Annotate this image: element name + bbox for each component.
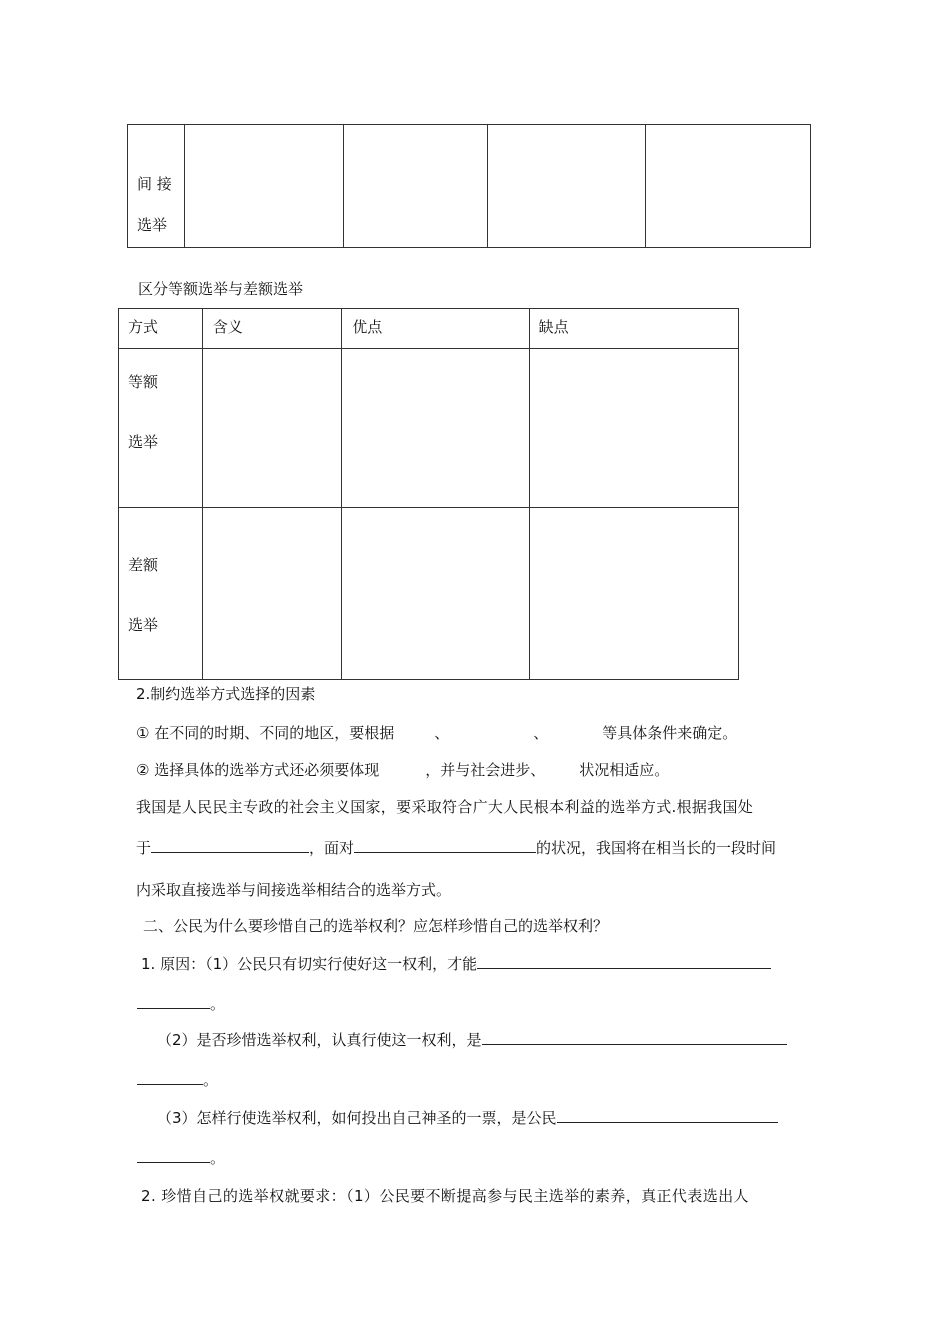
row-label-equal: 等额 选举 bbox=[119, 349, 203, 507]
reason-1: 1. 原因：（1）公民只有切实行使好这一权利，才能 bbox=[141, 953, 771, 974]
table-cell bbox=[342, 349, 529, 507]
reason-2: （2）是否珍惜选举权利，认真行使这一权利，是 bbox=[157, 1029, 787, 1050]
table-cell bbox=[342, 507, 529, 679]
reason-1-continuation: 。 bbox=[137, 993, 225, 1014]
header-disadvantage: 缺点 bbox=[529, 309, 738, 349]
header-meaning: 含义 bbox=[202, 309, 342, 349]
table-cell bbox=[645, 125, 810, 248]
table2-caption: 区分等额选举与差额选举 bbox=[138, 280, 304, 298]
table-cell bbox=[202, 507, 342, 679]
table-cell bbox=[529, 349, 738, 507]
factor-item-2: ② 选择具体的选举方式还必须要体现 ，并与社会进步、 状况相适应。 bbox=[136, 761, 670, 779]
cherish-requirement: 2. 珍惜自己的选举权就要求：（1）公民要不断提高参与民主选举的素养，真正代表选出人 bbox=[141, 1187, 749, 1205]
fill-blank[interactable] bbox=[354, 837, 536, 853]
reason-3-continuation: 。 bbox=[137, 1147, 225, 1168]
fill-blank[interactable] bbox=[137, 993, 210, 1009]
paragraph-line-2: 于 ，面对 的状况，我国将在相当长的一段时间 bbox=[136, 839, 777, 857]
fill-blank[interactable] bbox=[151, 837, 309, 853]
table-cell bbox=[488, 125, 645, 248]
fill-blank[interactable] bbox=[482, 1029, 787, 1045]
table-cell bbox=[344, 125, 488, 248]
part2-heading: 二、公民为什么要珍惜自己的选举权利？应怎样珍惜自己的选举权利？ bbox=[143, 917, 609, 935]
row-label-competitive: 差额 选举 bbox=[119, 507, 203, 679]
header-advantage: 优点 bbox=[342, 309, 529, 349]
reason-3: （3）怎样行使选举权利，如何投出自己神圣的一票，是公民 bbox=[157, 1107, 778, 1128]
table-cell bbox=[202, 349, 342, 507]
indirect-election-table bbox=[127, 124, 811, 248]
fill-blank[interactable] bbox=[557, 1107, 778, 1123]
reason-2-continuation: 。 bbox=[137, 1069, 218, 1090]
indirect-election-label-cell bbox=[128, 125, 185, 248]
election-comparison-table bbox=[118, 308, 739, 680]
table-cell bbox=[529, 507, 738, 679]
table-cell bbox=[184, 125, 343, 248]
factor-item-1: ① 在不同的时期、不同的地区，要根据 、 、 等具体条件来确定。 bbox=[136, 724, 738, 742]
header-method: 方式 bbox=[119, 309, 203, 349]
indirect-election-label-line2: 选举 bbox=[137, 216, 168, 234]
fill-blank[interactable] bbox=[137, 1069, 203, 1085]
indirect-election-label-line1: 间 接 bbox=[137, 175, 172, 193]
fill-blank[interactable] bbox=[477, 953, 771, 969]
section2-heading: 2.制约选举方式选择的因素 bbox=[136, 685, 316, 703]
paragraph-line-1: 我国是人民民主专政的社会主义国家，要采取符合广大人民根本利益的选举方式.根据我国处 bbox=[136, 798, 754, 816]
fill-blank[interactable] bbox=[137, 1147, 210, 1163]
paragraph-line-3: 内采取直接选举与间接选举相结合的选举方式。 bbox=[136, 881, 452, 899]
